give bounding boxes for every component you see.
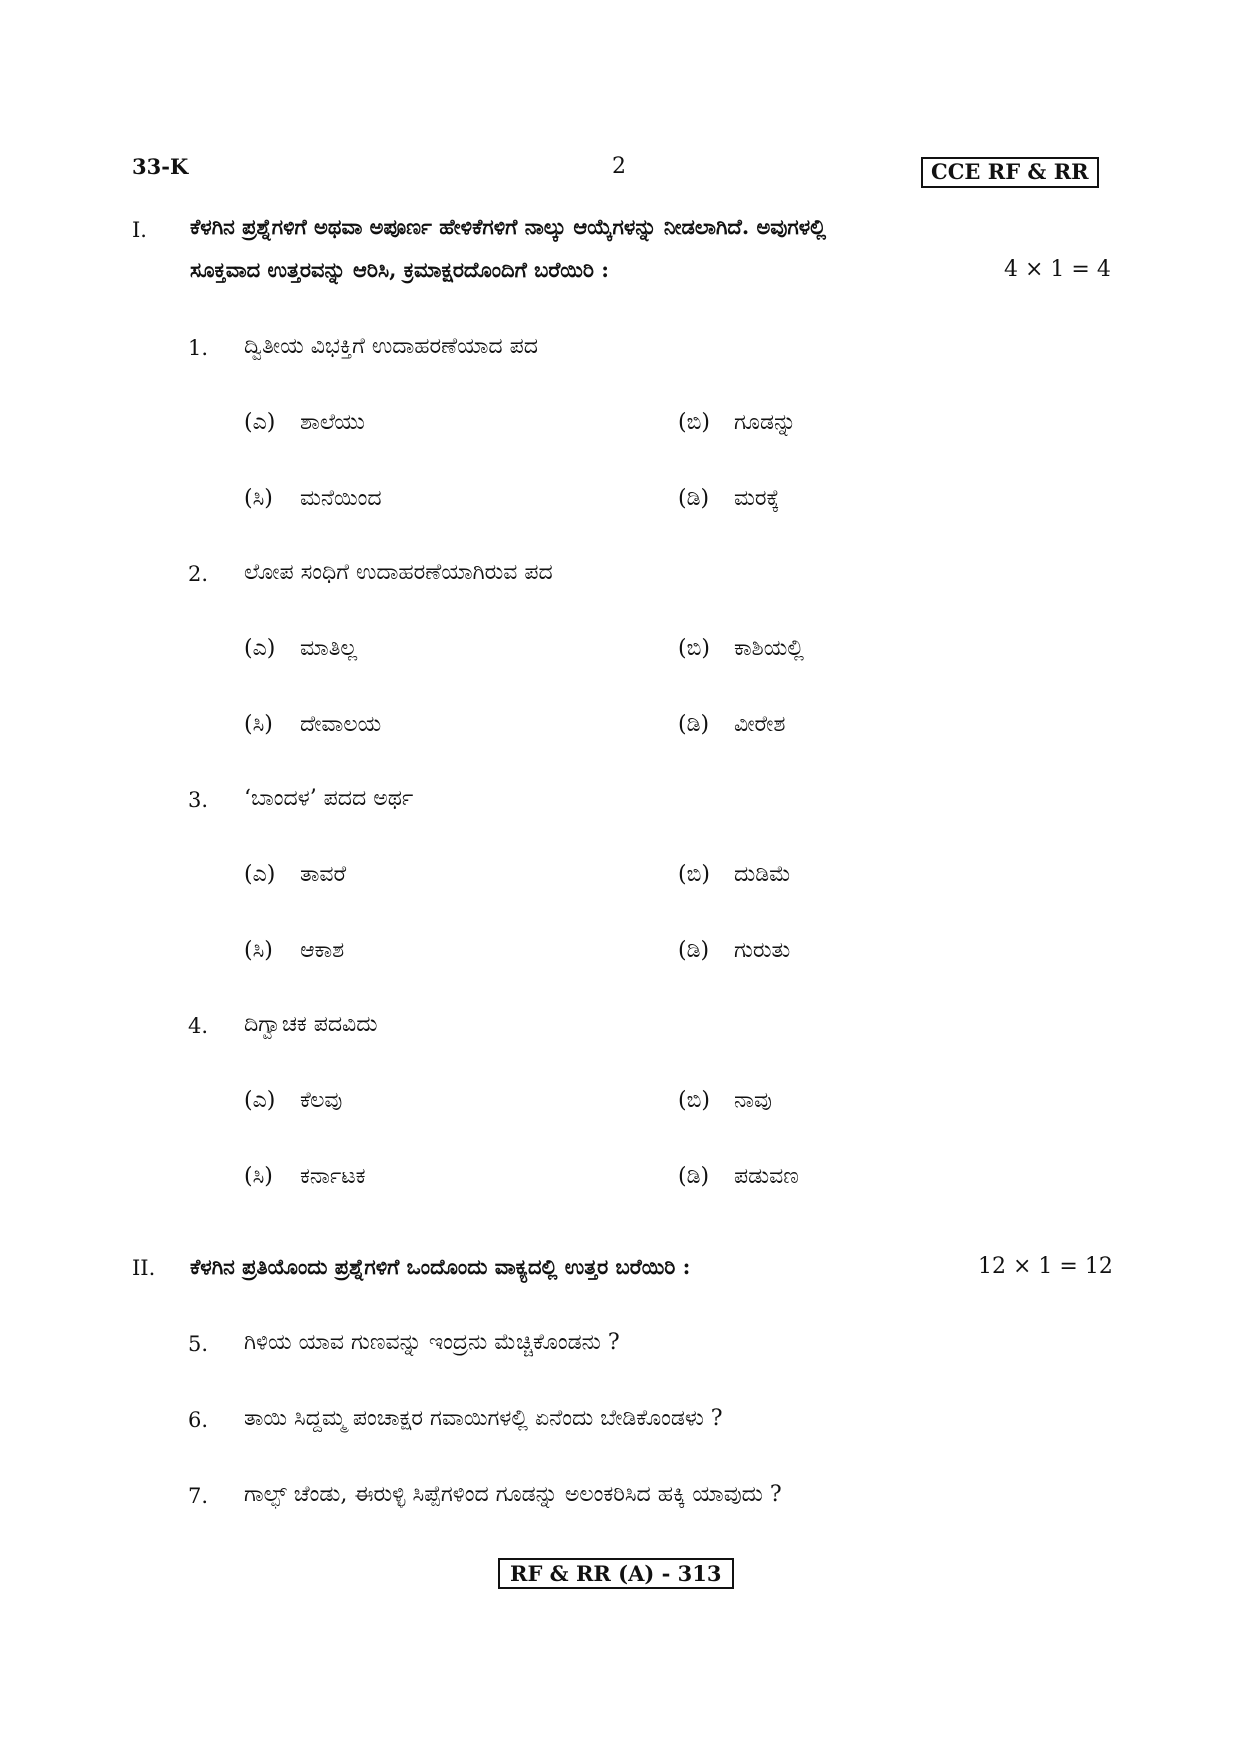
option-b-label: (ಬಿ) xyxy=(678,1088,710,1113)
question-text: ದ್ವಿತೀಯ ವಿಭಕ್ತಿಗೆ ಉದಾಹರಣೆಯಾದ ಪದ xyxy=(244,334,538,359)
option-b-text: ಕಾಶಿಯಲ್ಲಿ xyxy=(734,636,804,661)
option-d-text: ಮರಕ್ಕೆ xyxy=(734,486,780,511)
page-number: 2 xyxy=(612,154,626,179)
option-d-label: (ಡಿ) xyxy=(678,712,710,737)
option-b-label: (ಬಿ) xyxy=(678,862,710,887)
question-number: 2. xyxy=(188,562,209,586)
question-text: ‘ಬಾಂದಳ’ ಪದದ ಅರ್ಥ xyxy=(244,786,414,811)
option-a-label: (ಎ) xyxy=(244,636,276,661)
section-2-marks: 12 × 1 = 12 xyxy=(978,1254,1113,1279)
section-1-marks: 4 × 1 = 4 xyxy=(1004,257,1111,282)
section-1-instruction-line1: ಕೆಳಗಿನ ಪ್ರಶ್ನೆಗಳಿಗೆ ಅಥವಾ ಅಪೂರ್ಣ ಹೇಳಿಕೆಗಳಿಗೆ ನಾಲ್ಕು ಆಯ್ಕೆಗಳನ್ನು ನೀಡಲಾಗಿದೆ. ಅವುಗಳಲ್ಲಿ xyxy=(190,214,827,239)
option-a-text: ಮಾತಿಲ್ಲ xyxy=(300,636,358,661)
option-c-label: (ಸಿ) xyxy=(244,1164,273,1189)
option-c-label: (ಸಿ) xyxy=(244,938,273,963)
question-number: 1. xyxy=(188,336,209,360)
question-text: ಗಾಲ್ಫ್ ಚೆಂಡು, ಈರುಳ್ಳಿ ಸಿಪ್ಪೆಗಳಿಂದ ಗೂಡನ್ನು ಅಲಂಕರಿಸಿದ ಹಕ್ಕಿ ಯಾವುದು ? xyxy=(244,1482,782,1507)
section-2-instruction: ಕೆಳಗಿನ ಪ್ರತಿಯೊಂದು ಪ್ರಶ್ನೆಗಳಿಗೆ ಒಂದೊಂದು ವಾಕ್ಯದಲ್ಲಿ ಉತ್ತರ ಬರೆಯಿರಿ : xyxy=(190,1254,691,1279)
option-a-label: (ಎ) xyxy=(244,410,276,435)
question-text: ಲೋಪ ಸಂಧಿಗೆ ಉದಾಹರಣೆಯಾಗಿರುವ ಪದ xyxy=(244,560,553,585)
option-a-label: (ಎ) xyxy=(244,862,276,887)
question-number: 4. xyxy=(188,1014,209,1038)
option-c-label: (ಸಿ) xyxy=(244,486,273,511)
option-d-text: ಗುರುತು xyxy=(734,938,791,963)
section-1-instruction-line2: ಸೂಕ್ತವಾದ ಉತ್ತರವನ್ನು ಆರಿಸಿ, ಕ್ರಮಾಕ್ಷರದೊಂದಿಗೆ ಬರೆಯಿರಿ : xyxy=(190,257,609,282)
option-c-label: (ಸಿ) xyxy=(244,712,273,737)
section-2-number: II. xyxy=(132,1256,156,1280)
option-d-text: ವೀರೇಶ xyxy=(734,712,786,737)
option-b-label: (ಬಿ) xyxy=(678,410,710,435)
section-1-number: I. xyxy=(132,218,147,242)
question-number: 7. xyxy=(188,1484,209,1508)
option-c-text: ದೇವಾಲಯ xyxy=(300,712,382,737)
option-c-text: ಆಕಾಶ xyxy=(300,938,345,963)
option-d-label: (ಡಿ) xyxy=(678,938,710,963)
question-text: ಗಿಳಿಯ ಯಾವ ಗುಣವನ್ನು ಇಂದ್ರನು ಮೆಚ್ಚಿಕೊಂಡನು ? xyxy=(244,1330,620,1355)
paper-code: 33-K xyxy=(132,154,189,179)
question-text: ದಿಗ್ವಾಚಕ ಪದವಿದು xyxy=(244,1012,378,1037)
question-number: 3. xyxy=(188,788,209,812)
footer-code: RF & RR (A) - 313 xyxy=(498,1558,734,1589)
option-a-text: ಶಾಲೆಯು xyxy=(300,410,365,435)
option-b-label: (ಬಿ) xyxy=(678,636,710,661)
option-c-text: ಮನೆಯಿಂದ xyxy=(300,486,382,511)
question-number: 6. xyxy=(188,1408,209,1432)
option-b-text: ನಾವು xyxy=(734,1088,772,1113)
option-d-label: (ಡಿ) xyxy=(678,486,710,511)
question-number: 5. xyxy=(188,1332,209,1356)
option-a-label: (ಎ) xyxy=(244,1088,276,1113)
question-text: ತಾಯಿ ಸಿದ್ದಮ್ಮ ಪಂಚಾಕ್ಷರ ಗವಾಯಿಗಳಲ್ಲಿ ಏನೆಂದು ಬೇಡಿಕೊಂಡಳು ? xyxy=(244,1406,723,1431)
option-d-label: (ಡಿ) xyxy=(678,1164,710,1189)
option-c-text: ಕರ್ನಾಟಕ xyxy=(300,1164,366,1189)
option-d-text: ಪಡುವಣ xyxy=(734,1164,799,1189)
option-a-text: ತಾವರೆ xyxy=(300,862,347,887)
scheme-label: CCE RF & RR xyxy=(921,157,1099,188)
option-b-text: ದುಡಿಮೆ xyxy=(734,862,791,887)
option-a-text: ಕೆಲವು xyxy=(300,1088,343,1113)
option-b-text: ಗೂಡನ್ನು xyxy=(734,410,797,435)
